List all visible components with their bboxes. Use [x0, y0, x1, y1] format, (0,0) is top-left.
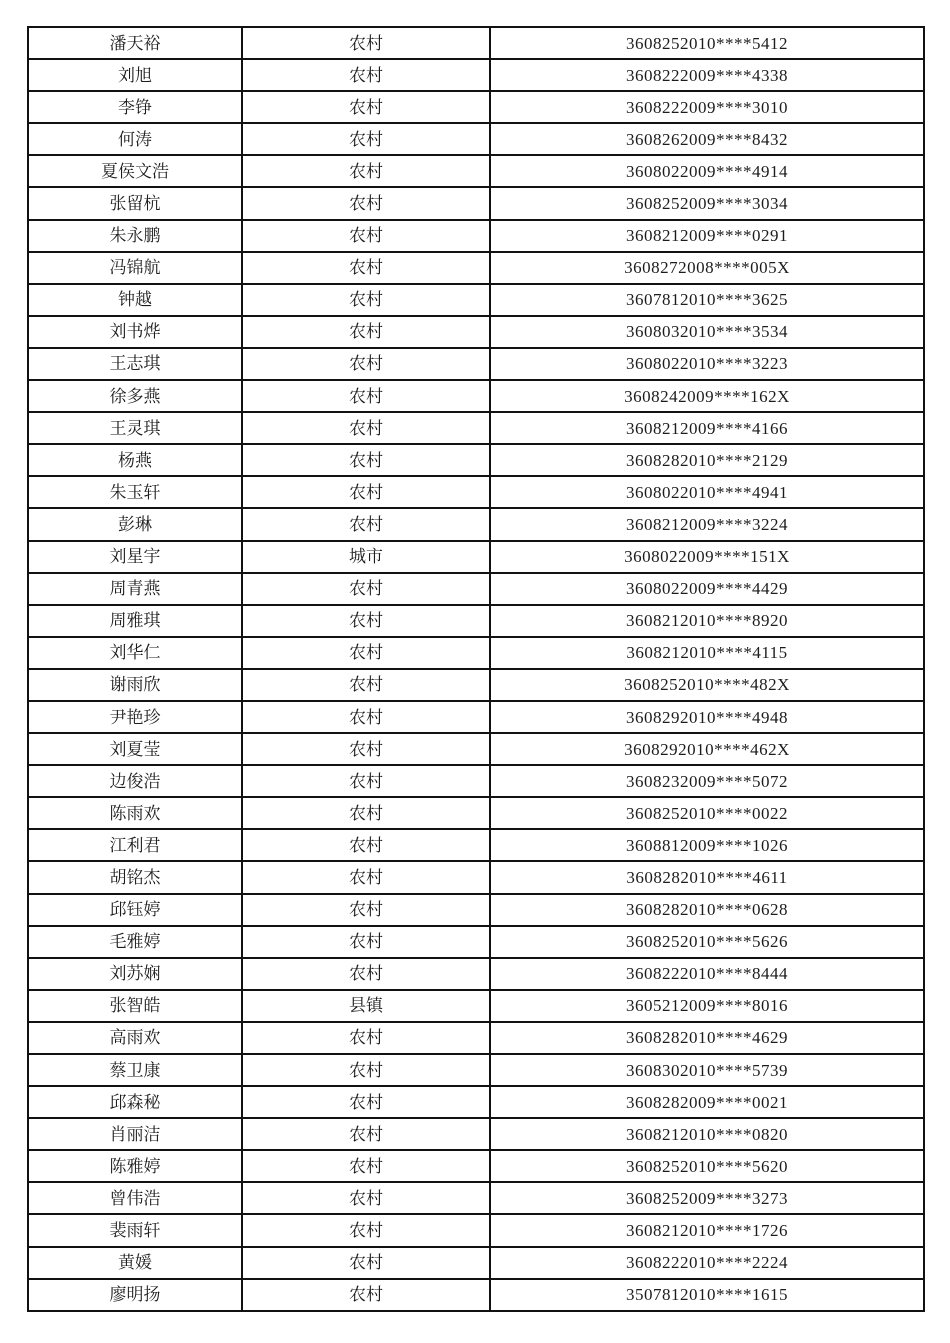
id-number-cell: 3608212010****1726	[490, 1214, 924, 1246]
student-name-cell: 陈雨欢	[28, 797, 242, 829]
student-name-cell: 刘夏莹	[28, 733, 242, 765]
table-row	[28, 91, 924, 123]
table-row	[28, 701, 924, 733]
table-row	[28, 1118, 924, 1150]
id-number-cell: 3608282010****4611	[490, 861, 924, 893]
id-number-cell: 3608292010****462X	[490, 733, 924, 765]
id-number-cell: 3608022009****151X	[490, 541, 924, 573]
table-row	[28, 187, 924, 219]
id-number-cell: 3608262009****8432	[490, 123, 924, 155]
table-row	[28, 541, 924, 573]
residence-type-cell: 农村	[242, 765, 490, 797]
student-name-cell: 李铮	[28, 91, 242, 123]
residence-type-cell: 农村	[242, 444, 490, 476]
student-name-cell: 王灵琪	[28, 412, 242, 444]
table-row	[28, 155, 924, 187]
residence-type-cell: 农村	[242, 1182, 490, 1214]
table-row	[28, 990, 924, 1022]
residence-type-cell: 农村	[242, 829, 490, 861]
id-number-cell: 3608282009****0021	[490, 1086, 924, 1118]
id-number-cell: 3608252009****3034	[490, 187, 924, 219]
table-row	[28, 797, 924, 829]
residence-type-cell: 农村	[242, 123, 490, 155]
student-name-cell: 杨燕	[28, 444, 242, 476]
id-number-cell: 3608032010****3534	[490, 316, 924, 348]
residence-type-cell: 农村	[242, 1279, 490, 1311]
table-row	[28, 1022, 924, 1054]
table-row	[28, 316, 924, 348]
id-number-cell: 3608252010****482X	[490, 669, 924, 701]
table-row	[28, 669, 924, 701]
student-name-cell: 边俊浩	[28, 765, 242, 797]
residence-type-cell: 农村	[242, 348, 490, 380]
id-number-cell: 3608222010****8444	[490, 958, 924, 990]
table-row	[28, 1086, 924, 1118]
student-name-cell: 陈雅婷	[28, 1150, 242, 1182]
student-name-cell: 朱永鹏	[28, 220, 242, 252]
table-row	[28, 252, 924, 284]
residence-type-cell: 农村	[242, 1214, 490, 1246]
student-name-cell: 毛雅婷	[28, 926, 242, 958]
residence-type-cell: 农村	[242, 1022, 490, 1054]
id-number-cell: 3608022010****3223	[490, 348, 924, 380]
residence-type-cell: 农村	[242, 187, 490, 219]
id-number-cell: 3608212010****0820	[490, 1118, 924, 1150]
residence-type-cell: 农村	[242, 958, 490, 990]
student-name-cell: 钟越	[28, 284, 242, 316]
id-number-cell: 3608302010****5739	[490, 1054, 924, 1086]
table-row	[28, 1279, 924, 1311]
table-row	[28, 958, 924, 990]
student-name-cell: 裴雨轩	[28, 1214, 242, 1246]
student-name-cell: 夏侯文浩	[28, 155, 242, 187]
table-row	[28, 380, 924, 412]
residence-type-cell: 农村	[242, 91, 490, 123]
student-name-cell: 徐多燕	[28, 380, 242, 412]
id-number-cell: 3608242009****162X	[490, 380, 924, 412]
residence-type-cell: 农村	[242, 284, 490, 316]
id-number-cell: 3608252010****5620	[490, 1150, 924, 1182]
id-number-cell: 3605212009****8016	[490, 990, 924, 1022]
residence-type-cell: 农村	[242, 27, 490, 59]
residence-type-cell: 农村	[242, 1118, 490, 1150]
student-name-cell: 刘苏娴	[28, 958, 242, 990]
table-row	[28, 861, 924, 893]
id-number-cell: 3608282010****4629	[490, 1022, 924, 1054]
student-name-cell: 曾伟浩	[28, 1182, 242, 1214]
id-number-cell: 3608222009****4338	[490, 59, 924, 91]
student-name-cell: 邱森秘	[28, 1086, 242, 1118]
table-row	[28, 284, 924, 316]
table-row	[28, 733, 924, 765]
id-number-cell: 3608022009****4914	[490, 155, 924, 187]
student-name-cell: 朱玉轩	[28, 476, 242, 508]
residence-type-cell: 农村	[242, 797, 490, 829]
table-row	[28, 220, 924, 252]
table-row	[28, 1182, 924, 1214]
residence-type-cell: 农村	[242, 1086, 490, 1118]
id-number-cell: 3608252010****5626	[490, 926, 924, 958]
id-number-cell: 3608212010****8920	[490, 605, 924, 637]
table-row	[28, 59, 924, 91]
id-number-cell: 3608022010****4941	[490, 476, 924, 508]
residence-type-cell: 农村	[242, 669, 490, 701]
residence-type-cell: 农村	[242, 573, 490, 605]
table-row	[28, 508, 924, 540]
residence-type-cell: 农村	[242, 926, 490, 958]
student-roster-table	[27, 26, 925, 1312]
residence-type-cell: 农村	[242, 605, 490, 637]
student-name-cell: 刘旭	[28, 59, 242, 91]
student-name-cell: 周青燕	[28, 573, 242, 605]
student-name-cell: 周雅琪	[28, 605, 242, 637]
residence-type-cell: 农村	[242, 508, 490, 540]
residence-type-cell: 农村	[242, 220, 490, 252]
id-number-cell: 3608252010****0022	[490, 797, 924, 829]
student-name-cell: 黄媛	[28, 1247, 242, 1279]
table-row	[28, 926, 924, 958]
table-row	[28, 894, 924, 926]
student-name-cell: 刘星宇	[28, 541, 242, 573]
residence-type-cell: 农村	[242, 733, 490, 765]
student-name-cell: 彭琳	[28, 508, 242, 540]
student-name-cell: 王志琪	[28, 348, 242, 380]
id-number-cell: 3607812010****3625	[490, 284, 924, 316]
id-number-cell: 3608022009****4429	[490, 573, 924, 605]
residence-type-cell: 农村	[242, 476, 490, 508]
table-row	[28, 123, 924, 155]
residence-type-cell: 县镇	[242, 990, 490, 1022]
id-number-cell: 3608252010****5412	[490, 27, 924, 59]
table-row	[28, 829, 924, 861]
student-name-cell: 谢雨欣	[28, 669, 242, 701]
residence-type-cell: 农村	[242, 380, 490, 412]
residence-type-cell: 农村	[242, 894, 490, 926]
residence-type-cell: 农村	[242, 412, 490, 444]
student-name-cell: 邱钰婷	[28, 894, 242, 926]
table-row	[28, 412, 924, 444]
table-row	[28, 27, 924, 59]
student-name-cell: 高雨欢	[28, 1022, 242, 1054]
residence-type-cell: 农村	[242, 701, 490, 733]
id-number-cell: 3608232009****5072	[490, 765, 924, 797]
residence-type-cell: 农村	[242, 637, 490, 669]
student-name-cell: 肖丽洁	[28, 1118, 242, 1150]
table-row	[28, 1214, 924, 1246]
student-name-cell: 潘天裕	[28, 27, 242, 59]
id-number-cell: 3608252009****3273	[490, 1182, 924, 1214]
table-row	[28, 605, 924, 637]
id-number-cell: 3608212009****4166	[490, 412, 924, 444]
residence-type-cell: 农村	[242, 252, 490, 284]
student-name-cell: 刘华仁	[28, 637, 242, 669]
table-body	[28, 27, 924, 1311]
student-name-cell: 廖明扬	[28, 1279, 242, 1311]
id-number-cell: 3608282010****2129	[490, 444, 924, 476]
student-name-cell: 张留杭	[28, 187, 242, 219]
residence-type-cell: 农村	[242, 59, 490, 91]
table-row	[28, 476, 924, 508]
table-row	[28, 765, 924, 797]
residence-type-cell: 农村	[242, 861, 490, 893]
residence-type-cell: 农村	[242, 1054, 490, 1086]
student-name-cell: 刘书烨	[28, 316, 242, 348]
id-number-cell: 3608212009****3224	[490, 508, 924, 540]
table-row	[28, 348, 924, 380]
residence-type-cell: 农村	[242, 155, 490, 187]
student-name-cell: 胡铭杰	[28, 861, 242, 893]
id-number-cell: 3608212009****0291	[490, 220, 924, 252]
id-number-cell: 3608222009****3010	[490, 91, 924, 123]
table-row	[28, 444, 924, 476]
table-row	[28, 637, 924, 669]
id-number-cell: 3608222010****2224	[490, 1247, 924, 1279]
student-name-cell: 何涛	[28, 123, 242, 155]
residence-type-cell: 农村	[242, 1150, 490, 1182]
table-row	[28, 573, 924, 605]
residence-type-cell: 农村	[242, 1247, 490, 1279]
id-number-cell: 3608212010****4115	[490, 637, 924, 669]
student-name-cell: 尹艳珍	[28, 701, 242, 733]
student-name-cell: 张智皓	[28, 990, 242, 1022]
id-number-cell: 3608272008****005X	[490, 252, 924, 284]
residence-type-cell: 农村	[242, 316, 490, 348]
id-number-cell: 3608812009****1026	[490, 829, 924, 861]
table-row	[28, 1054, 924, 1086]
id-number-cell: 3608282010****0628	[490, 894, 924, 926]
id-number-cell: 3507812010****1615	[490, 1279, 924, 1311]
table-row	[28, 1247, 924, 1279]
table-row	[28, 1150, 924, 1182]
student-name-cell: 冯锦航	[28, 252, 242, 284]
student-name-cell: 蔡卫康	[28, 1054, 242, 1086]
residence-type-cell: 城市	[242, 541, 490, 573]
student-name-cell: 江利君	[28, 829, 242, 861]
id-number-cell: 3608292010****4948	[490, 701, 924, 733]
